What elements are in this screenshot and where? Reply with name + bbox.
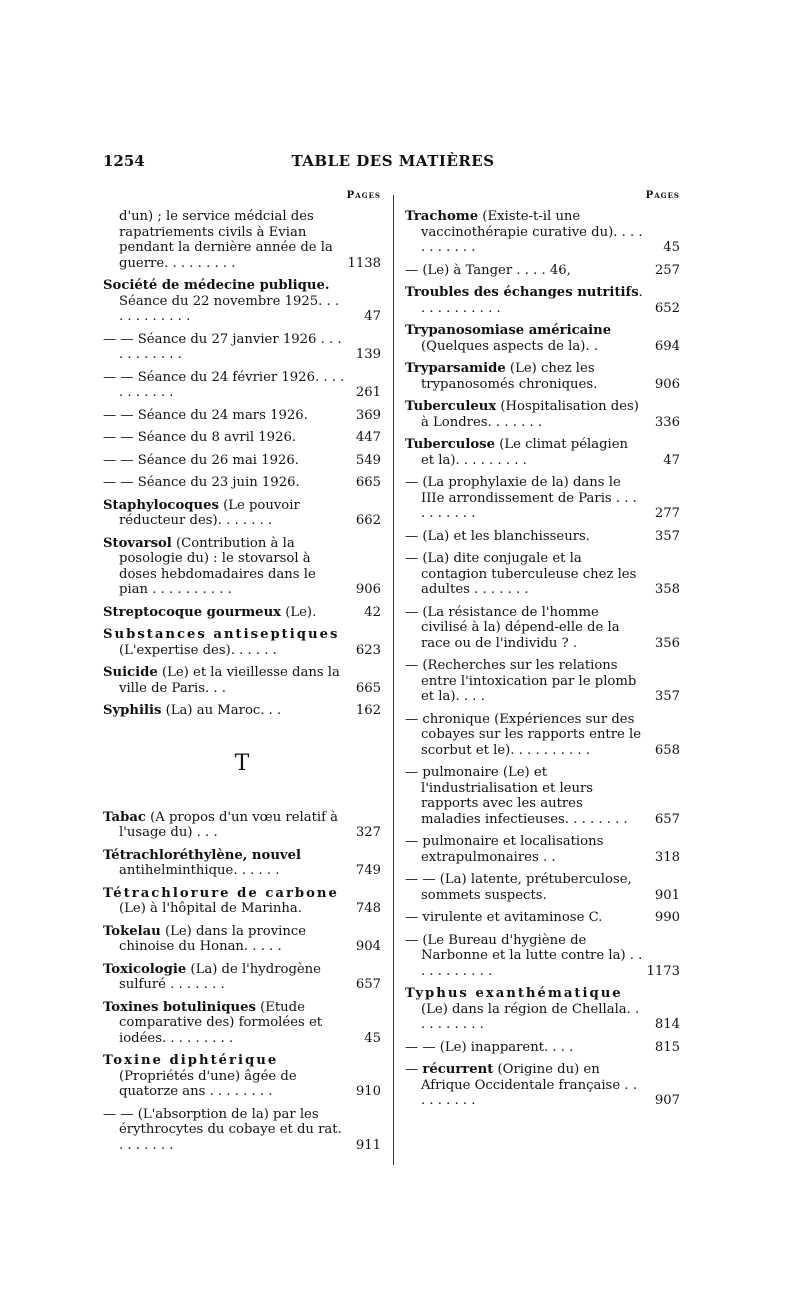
entry-page: 658 <box>654 742 680 758</box>
index-entry <box>405 1062 680 1109</box>
entry-page: 257 <box>654 262 680 278</box>
page-title: TABLE DES MATIÈRES <box>291 152 495 170</box>
index-entry <box>103 332 381 363</box>
entry-heading: Troubles des échanges nutritifs <box>405 285 639 300</box>
entry-heading: Suicide <box>103 665 158 680</box>
index-entry <box>405 551 680 598</box>
entry-heading: Streptocoque gourmeux <box>103 604 282 620</box>
index-entry <box>405 475 680 522</box>
entry-heading: Tuberculeux <box>405 399 497 414</box>
entry-text: (Le). <box>281 604 317 620</box>
index-entry <box>405 437 680 468</box>
entry-page: 261 <box>355 385 381 400</box>
index-entry <box>103 627 381 658</box>
entry-page: 356 <box>654 635 680 651</box>
entry-text: — — Séance du 26 mai 1926. <box>103 452 299 468</box>
index-entry <box>103 475 381 491</box>
index-entry <box>103 962 381 993</box>
entry-text: — (La résistance de l'homme civilisé à la) dépend-elle de la race ou de l'individu ? . <box>405 604 620 651</box>
entry-page: 814 <box>654 1017 680 1032</box>
entry-page: 906 <box>355 582 381 597</box>
index-entry <box>405 910 680 926</box>
index-entry <box>103 1053 381 1100</box>
right-entries <box>405 209 680 1109</box>
entry-heading: Tétrachlorure de carbone <box>103 885 339 901</box>
entry-text: (Propriétés d'une) âgée de quatorze ans . . . . . . . . <box>119 1068 297 1099</box>
entry-page: 336 <box>654 414 680 430</box>
entry-text: antihelminthique. . . . . . <box>119 863 280 878</box>
entry-page: 369 <box>355 407 381 423</box>
entry-text: — chronique (Expériences sur des cobayes sur les rapports entre le scorbut et le). . . . . . . . . . <box>405 711 642 758</box>
page-header <box>103 152 683 176</box>
entry-page: 907 <box>654 1093 680 1108</box>
index-entry <box>405 765 680 827</box>
entry-text: (Le) et la vieillesse dans la ville de Paris. . . <box>119 665 340 696</box>
entry-text: — — Séance du 8 avril 1926. <box>103 430 297 445</box>
entry-page: 357 <box>654 689 680 704</box>
index-entry <box>405 658 680 705</box>
entry-text: (Contribution à la posologie du) : le stovarsol à doses hebdomadaires dans le pian . . . . . . . . . . <box>119 535 316 597</box>
entry-text: — (La) et les blanchisseurs. <box>405 528 590 544</box>
entry-page: 623 <box>355 642 381 658</box>
entry-page: 748 <box>355 901 381 916</box>
entry-heading: Toxines botuliniques <box>103 999 256 1015</box>
entry-text: (Le climat pélagien et la). . . . . . . . . <box>421 437 629 468</box>
entry-page: 1138 <box>347 255 381 271</box>
entry-page: 358 <box>654 582 680 597</box>
index-entry <box>103 430 381 446</box>
index-entry <box>405 1040 680 1056</box>
index-entry <box>103 665 381 696</box>
entry-text: (Le) dans la province chinoise du Honan. . . . . <box>119 923 307 954</box>
entry-page: 657 <box>355 977 381 992</box>
entry-text: (Existe-t-il une vaccinothérapie curative du). . . . . . . . . . . <box>421 209 643 255</box>
entry-text: (Le) à l'hôpital de Marinha. <box>119 901 302 916</box>
entry-page: 549 <box>355 452 381 468</box>
index-entry <box>405 605 680 652</box>
index-entry <box>103 1000 381 1047</box>
index-entry <box>103 536 381 598</box>
entry-page: 901 <box>654 887 680 903</box>
entry-text: (Le) dans la région de Chellala. . . . . . . . . . <box>421 1001 640 1032</box>
entry-text: — — (La) latente, prétuberculose, sommets suspects. <box>405 872 632 903</box>
entry-text: — — Séance du 27 janvier 1926 . . . . . . . . . . . <box>103 331 342 362</box>
index-entry <box>405 209 680 256</box>
index-entry <box>405 712 680 759</box>
entry-page: 318 <box>654 849 680 865</box>
entry-text: — (La) dite conjugale et la contagion tuberculeuse chez les adultes . . . . . . . <box>405 551 637 597</box>
entry-text: (La) de l'hydrogène sulfuré . . . . . . . <box>119 961 321 992</box>
index-entry <box>405 399 680 430</box>
entry-text: — — Séance du 24 février 1926. . . . . . . . . . . <box>103 369 345 400</box>
entry-text: — (Le Bureau d'hygiène de Narbonne et la lutte contre la) . . . . . . . . . . . <box>405 932 643 979</box>
entry-text: (Le) chez les trypanosomés chroniques. <box>421 361 598 392</box>
index-entry <box>103 703 381 719</box>
index-entry <box>103 924 381 955</box>
entry-heading: Typhus exanthématique <box>405 986 623 1001</box>
entry-page: 357 <box>654 528 680 544</box>
entry-heading: Trypanosomiase américaine <box>405 323 612 338</box>
entry-page: 47 <box>364 309 381 324</box>
entry-text: (L'expertise des). . . . . . <box>119 642 277 658</box>
left-column <box>103 190 381 1160</box>
entry-page: 277 <box>654 506 680 521</box>
index-entry <box>103 408 381 424</box>
index-entry <box>405 834 680 865</box>
entry-heading: Trachome <box>405 209 479 224</box>
index-entry <box>103 605 381 621</box>
entry-page: 327 <box>355 825 381 840</box>
entry-page: 139 <box>355 347 381 362</box>
index-entry <box>103 498 381 529</box>
index-entry <box>103 848 381 879</box>
entry-page: 665 <box>355 475 381 490</box>
entry-text: (A propos d'un vœu relatif à l'usage du) . . . <box>119 809 339 840</box>
right-column <box>405 190 680 1116</box>
entry-text: — récurrent (Origine du) en Afrique Occidentale française . . . . . . . . . <box>405 1062 637 1108</box>
entry-page: 162 <box>355 703 381 718</box>
pages-heading-right: Pages <box>645 190 680 201</box>
entry-page: 42 <box>364 604 381 620</box>
entry-text: Séance du 22 novembre 1925. . . . . . . . . . . . <box>119 293 340 324</box>
entry-heading: Tuberculose <box>405 437 495 452</box>
entry-page: 911 <box>355 1137 381 1153</box>
entry-page: 662 <box>355 513 381 528</box>
entry-text: — pulmonaire (Le) et l'industrialisation et leurs rapports avec les autres maladies infectieuses. . . . . . . . <box>405 765 628 827</box>
entry-text: — — (L'absorption de la) par les érythrocytes du cobaye et du rat. . . . . . . . <box>103 1106 342 1153</box>
entry-page: 47 <box>663 452 680 468</box>
entry-page: 910 <box>355 1084 381 1099</box>
entry-text: — (Recherches sur les relations entre l'intoxication par le plomb et la). . . . <box>405 658 637 704</box>
entry-text: (Quelques aspects de la). . <box>421 338 598 354</box>
entry-page: 45 <box>663 240 680 255</box>
entry-text: — (Le) à Tanger . . . . 46, <box>405 262 571 278</box>
entry-text: — (La prophylaxie de la) dans le IIIe arrondissement de Paris . . . . . . . . . . <box>405 475 637 521</box>
index-entry <box>103 886 381 917</box>
entry-page: 694 <box>654 338 680 354</box>
entry-text: (Le pouvoir réducteur des). . . . . . . <box>119 497 300 528</box>
entry-heading: Tabac <box>103 809 146 825</box>
index-entry <box>103 1107 381 1154</box>
index-entry <box>405 361 680 392</box>
entry-heading: Toxicologie <box>103 961 187 977</box>
pages-heading-left: Pages <box>346 190 381 201</box>
index-entry <box>103 453 381 469</box>
entry-page: 815 <box>654 1039 680 1055</box>
entry-page: 990 <box>654 910 680 925</box>
entry-heading: Syphilis <box>103 703 162 718</box>
index-entry <box>405 285 680 316</box>
index-entry <box>103 278 381 325</box>
entry-text: — — Séance du 23 juin 1926. <box>103 475 300 490</box>
entry-heading: Tryparsamide <box>405 361 506 376</box>
entry-heading: Staphylocoques <box>103 497 219 513</box>
entry-page: 652 <box>654 300 680 316</box>
entry-heading: Tokelau <box>103 923 161 939</box>
entry-page: 657 <box>654 811 680 827</box>
entry-page: 1173 <box>646 963 680 979</box>
entry-text: . . . . . . . . . . . <box>421 285 643 316</box>
index-entry <box>103 810 381 841</box>
entry-text: (La) au Maroc. . . <box>161 703 282 718</box>
entry-heading: Société de médecine publique. <box>103 278 330 293</box>
entry-text: (Etude comparative des) formolées et iodées. . . . . . . . . <box>119 999 323 1046</box>
index-entry <box>103 370 381 401</box>
index-entry <box>103 209 381 271</box>
index-entry <box>405 933 680 980</box>
entry-text: (Hospitalisation des) à Londres. . . . . . . <box>421 399 639 430</box>
index-entry <box>405 529 680 545</box>
index-entry <box>405 323 680 354</box>
left-entries-t <box>103 810 381 1154</box>
entry-text: d'un) ; le service médcial des rapatriements civils à Evian pendant la dernière année de la guerre. . . . . . . . . <box>119 209 333 271</box>
section-letter: T <box>234 750 250 776</box>
entry-heading: Stovarsol <box>103 535 172 551</box>
entry-text: — — Séance du 24 mars 1926. <box>103 407 308 423</box>
entry-page: 906 <box>654 376 680 392</box>
entry-text: — — (Le) inapparent. . . . <box>405 1039 574 1055</box>
entry-page: 904 <box>355 939 381 954</box>
page-number: 1254 <box>103 152 145 170</box>
entry-heading: Tétrachloréthylène, nouvel <box>103 847 301 863</box>
entry-page: 447 <box>355 430 381 445</box>
entry-heading: Toxine diphtérique <box>103 1053 279 1068</box>
entry-text: — virulente et avitaminose C. <box>405 910 603 925</box>
index-entry <box>405 872 680 903</box>
index-entry <box>405 986 680 1033</box>
entry-text: — pulmonaire et localisations extrapulmonaires . . <box>405 834 604 865</box>
entry-heading: Substances antiseptiques <box>103 627 340 642</box>
entry-page: 749 <box>355 863 381 878</box>
entry-page: 665 <box>355 680 381 696</box>
column-divider <box>393 195 394 1165</box>
left-entries-s <box>103 209 381 719</box>
index-entry <box>405 263 680 279</box>
entry-page: 45 <box>364 1030 381 1046</box>
